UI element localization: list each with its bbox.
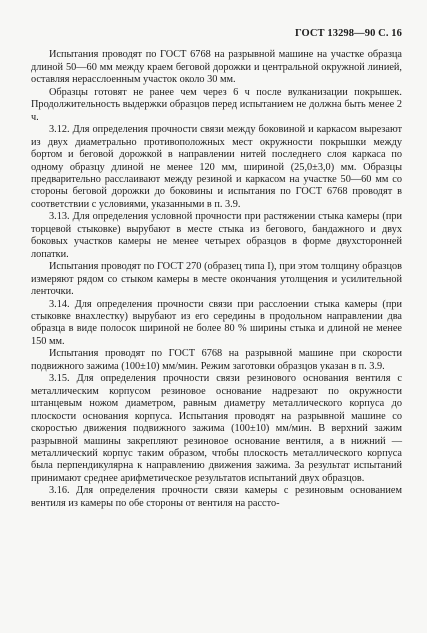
paragraph-3-14: 3.14. Для определения прочности связи при расслоении стыка камеры (при стыковке внахлестку) вырубают из его середины в продольном направлении два образца в виде полосок шириной не более 80 % ширины стыка и длиной не менее 150 мм. [31,298,402,347]
paragraph-test-procedure-2: Испытания проводят по ГОСТ 270 (образец типа I), при этом толщину образцов измеряют рядом со стыком камеры в месте окончания утолщения и усилительной ленточки. [31,261,402,298]
paragraph-sample-preparation: Образцы готовят не ранее чем через 6 ч после вулканизации покрышек. Продолжительность выдержки образцов перед испытанием не должна быть менее 2 ч. [31,86,402,123]
document-page [31,28,402,510]
paragraph-3-16: 3.16. Для определения прочности связи камеры с резиновым основанием вентиля из камеры по обе стороны от вентиля на рассто- [31,485,402,509]
paragraph-test-procedure-1: Испытания проводят по ГОСТ 6768 на разрывной машине на участке образца длиной 50—60 мм между краем беговой дорожки и центральной окружной линией, оставляя нерасслоенным участок около 30 мм. [31,49,402,86]
paragraph-3-15: 3.15. Для определения прочности связи резинового основания вентиля с металлическим корпусом резиновое основание надрезают по окружности штанцевым ножом диаметром, равным диаметру металлического корпуса до плоскости основания корпуса. Испытания проводят на разрывной машине со скоростью движения подвижного зажима (100±10) мм/мин. В верхний зажим разрывной машины закрепляют резиновое основание вентиля, а в нижний — металлический корпус таким образом, чтобы плоскость металлического корпуса была перпендикулярна к направлению движения зажима. За результат испытаний принимают среднее арифметическое результатов испытаний двух образцов. [31,373,402,484]
page-header: ГОСТ 13298—90 С. 16 [294,28,402,39]
paragraph-3-13: 3.13. Для определения условной прочности при растяжении стыка камеры (при торцевой стыковке) вырубают в месте стыка из бегового, бандажного и двух боковых участков камеры не менее четырех образцов в форме двухсторонней лопатки. [31,211,402,260]
paragraph-test-procedure-3: Испытания проводят по ГОСТ 6768 на разрывной машине при скорости подвижного зажима (100±10) мм/мин. Режим заготовки образцов указан в п. 3.9. [31,348,402,372]
paragraph-3-12: 3.12. Для определения прочности связи между боковиной и каркасом вырезают из двух диаметрально противоположных мест окружности покрышки между бортом и беговой дорожкой в направлении нитей последнего слоя каркаса по одному образцу длиной не менее 120 мм, шириной (25,0±3,0) мм. Образцы предварительно расслаивают между резиной и каркасом на участке 50—60 мм со стороны беговой дорожки до боковины и испытания по ГОСТ 6768 проводят в соответствии с условиями, указанными в п. 3.9. [31,124,402,210]
